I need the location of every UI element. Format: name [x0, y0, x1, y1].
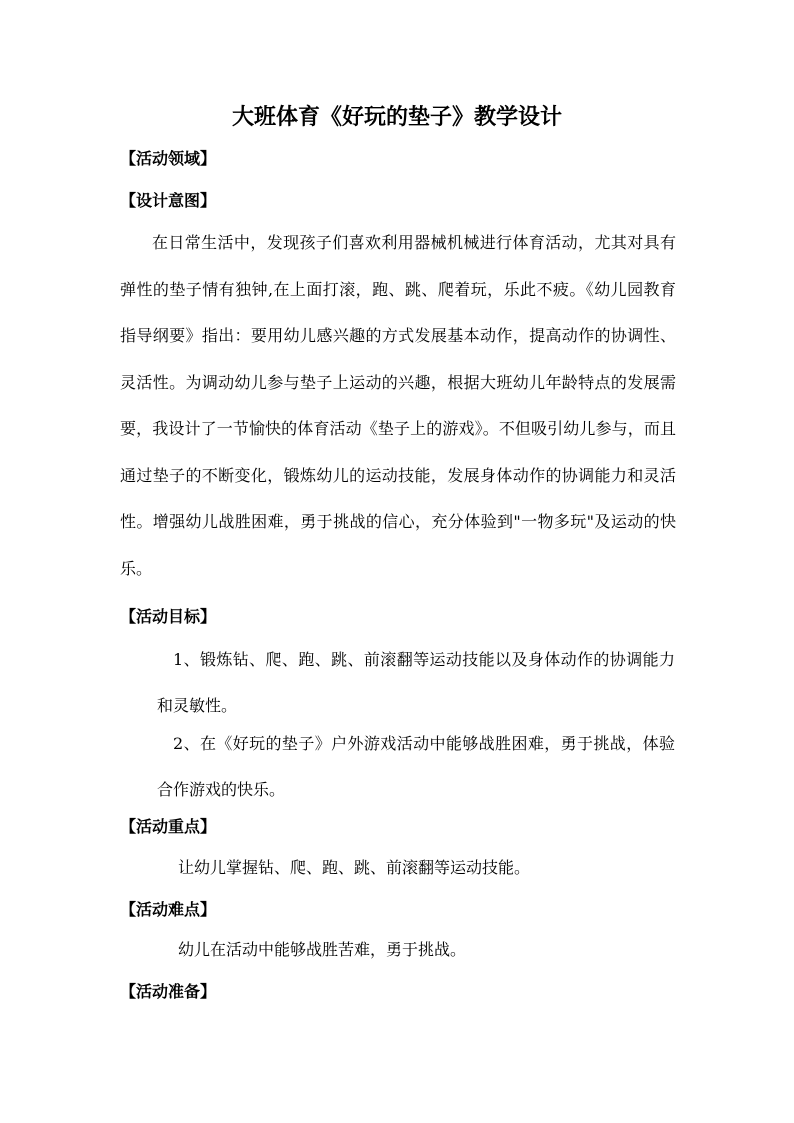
document-title: 大班体育《好玩的垫子》教学设计	[231, 104, 562, 130]
goal-item-2: 2、在《好玩的垫子》户外游戏活动中能够战胜困难，勇于挑战，体验合作游戏的快乐。	[157, 734, 675, 799]
heading-activity-goals: 【活动目标】	[120, 607, 217, 626]
heading-activity-domain: 【活动领域】	[120, 149, 217, 168]
heading-difficulty: 【活动难点】	[120, 900, 217, 919]
heading-key-point: 【活动重点】	[120, 817, 217, 836]
goal-item-1: 1、锻炼钻、爬、跑、跳、前滚翻等运动技能以及身体动作的协调能力和灵敏性。	[157, 650, 675, 715]
heading-preparation: 【活动准备】	[120, 982, 217, 1001]
design-intent-paragraph: 在日常生活中，发现孩子们喜欢利用器械机械进行体育活动，尤其对具有弹性的垫子情有独钟,在上面打滚，跑、跳、爬着玩，乐此不疲。《幼儿园教育指导纲要》指出：要用幼儿感兴趣的方式发展基本动作，提高动作的协调性、灵活性。为调动幼儿参与垫子上运动的兴趣，根据大班幼儿年龄特点的发展需要，我设计了一节愉快的体育活动《垫子上的游戏》。不但吸引幼儿参与，而且通过垫子的不断变化，锻炼幼儿的运动技能，发展身体动作的协调能力和灵活性。增强幼儿战胜困难，勇于挑战的信心，充分体验到"一物多玩"及运动的快乐。	[120, 233, 676, 578]
heading-design-intent: 【设计意图】	[120, 191, 217, 210]
key-point-text: 让幼儿掌握钻、爬、跑、跳、前滚翻等运动技能。	[178, 858, 531, 877]
difficulty-text: 幼儿在活动中能够战胜苦难，勇于挑战。	[178, 940, 467, 959]
